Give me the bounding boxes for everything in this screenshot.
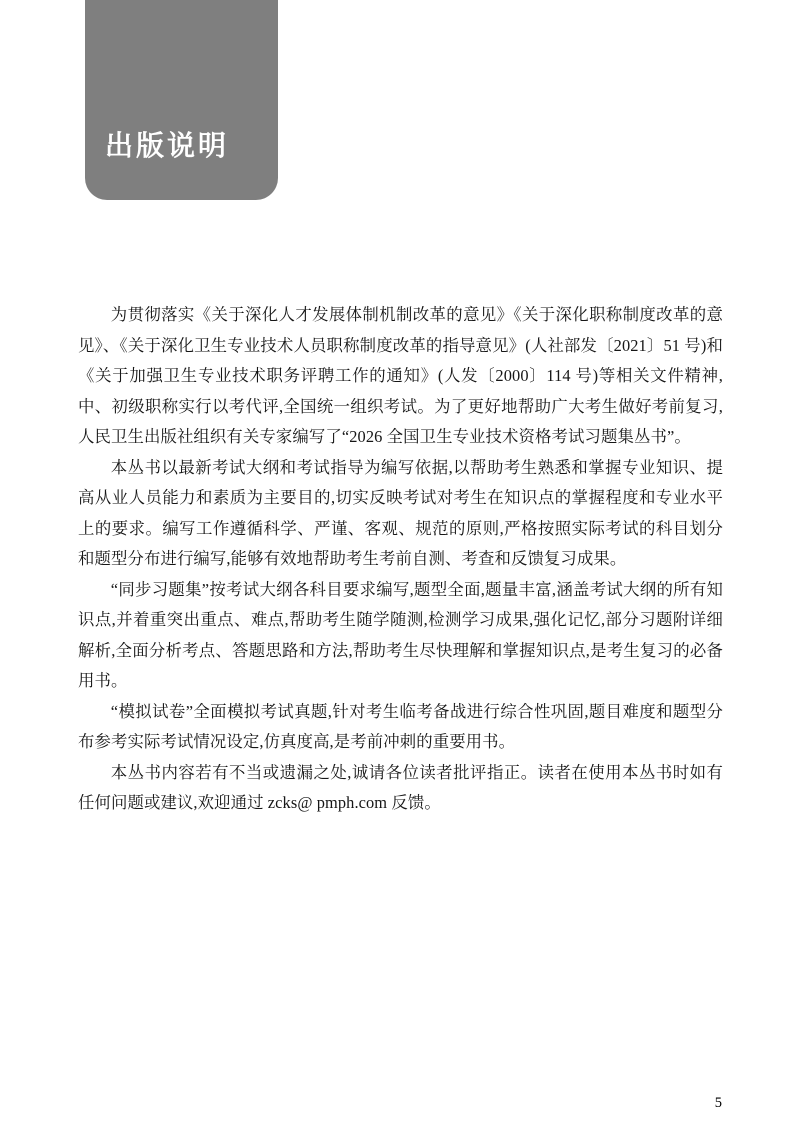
paragraph: “模拟试卷”全面模拟考试真题,针对考生临考备战进行综合性巩固,题目难度和题型分布参考实际考试情况设定,仿真度高,是考前冲刺的重要用书。 — [78, 701, 723, 751]
page-title: 出版说明 — [105, 129, 230, 162]
paragraph: 为贯彻落实《关于深化人才发展体制机制改革的意见》《关于深化职称制度改革的意见》、《关于深化卫生专业技术人员职称制度改革的指导意见》(人社部发〔2021〕51 号)和《关于加强卫生专业技术职务评聘工作的通知》(人发〔2000〕114 号)等相关文件精神,中、初级职称实行以考代评,全国统一组织考试。为了更好地帮助广大考生做好考前复习,人民卫生出版社组织有关专家编写了“2026 全国卫生专业技术资格考试习题集丛书”。 — [78, 305, 723, 446]
paragraph: 本丛书内容若有不当或遗漏之处,诚请各位读者批评指正。读者在使用本丛书时如有任何问题或建议,欢迎通过 zcks@ pmph.com 反馈。 — [78, 762, 723, 812]
page-number: 5 — [714, 1095, 722, 1111]
body-content — [78, 300, 723, 819]
paragraph: “同步习题集”按考试大纲各科目要求编写,题型全面,题量丰富,涵盖考试大纲的所有知识点,并着重突出重点、难点,帮助考生随学随测,检测学习成果,强化记忆,部分习题附详细解析,全面分析考点、答题思路和方法,帮助考生尽快理解和掌握知识点,是考生复习的必备用书。 — [78, 579, 723, 690]
title-banner — [85, 0, 278, 200]
paragraph: 本丛书以最新考试大纲和考试指导为编写依据,以帮助考生熟悉和掌握专业知识、提高从业人员能力和素质为主要目的,切实反映考试对考生在知识点的掌握程度和专业水平上的要求。编写工作遵循科学、严谨、客观、规范的原则,严格按照实际考试的科目划分和题型分布进行编写,能够有效地帮助考生考前自测、考查和反馈复习成果。 — [78, 457, 723, 568]
